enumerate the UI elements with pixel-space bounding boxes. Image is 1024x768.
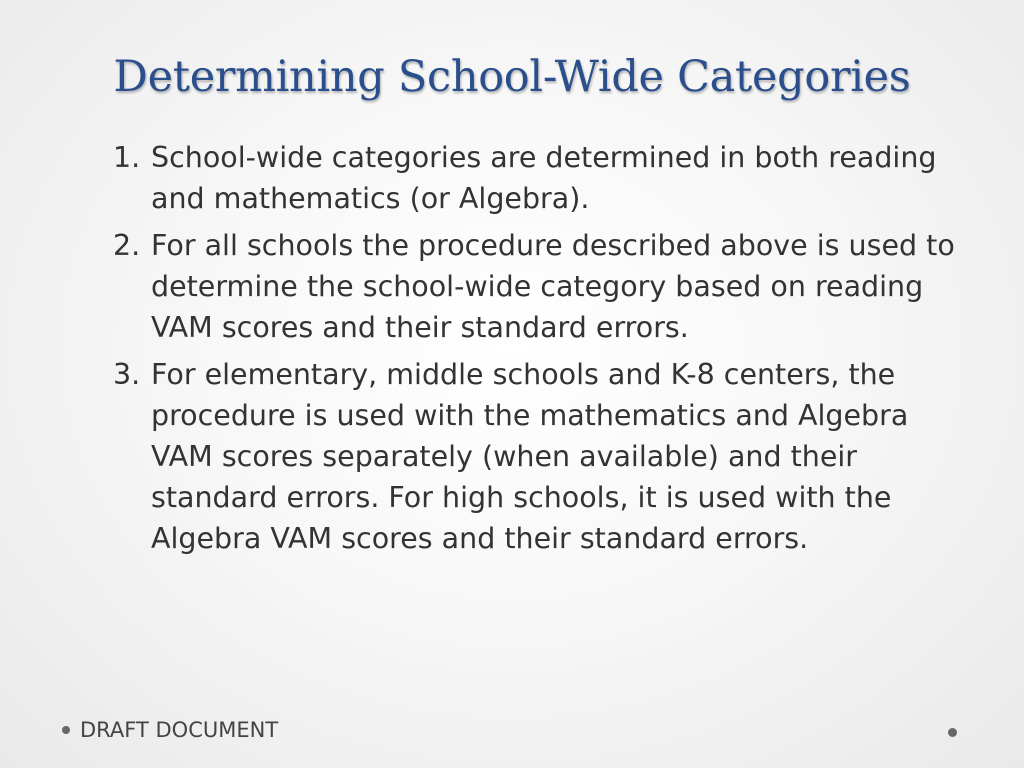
list-item-text: For all schools the procedure described above is used to determine the school-wide category based on reading VAM scores and their standard errors.: [151, 229, 955, 344]
list-item-number: 2.: [113, 229, 141, 262]
list-item-number: 3.: [113, 358, 141, 391]
bullet-dot-icon: [62, 726, 70, 734]
list-item-text: School-wide categories are determined in both reading and mathematics (or Algebra).: [151, 141, 937, 215]
numbered-list: [113, 137, 973, 565]
list-item-number: 1.: [113, 141, 141, 174]
corner-dot-icon: [948, 728, 957, 737]
list-item-text: For elementary, middle schools and K-8 centers, the procedure is used with the mathematics and Algebra VAM scores separately (when available) and their standard errors. For high schools, it is used with the Algebra VAM scores and their standard errors.: [151, 358, 909, 555]
list-item: [113, 225, 973, 348]
footer: [62, 718, 278, 742]
slide-title: Determining School-Wide Categories: [113, 52, 911, 102]
footer-label: DRAFT DOCUMENT: [80, 718, 279, 742]
list-item: [113, 354, 973, 559]
list-item: [113, 137, 973, 219]
